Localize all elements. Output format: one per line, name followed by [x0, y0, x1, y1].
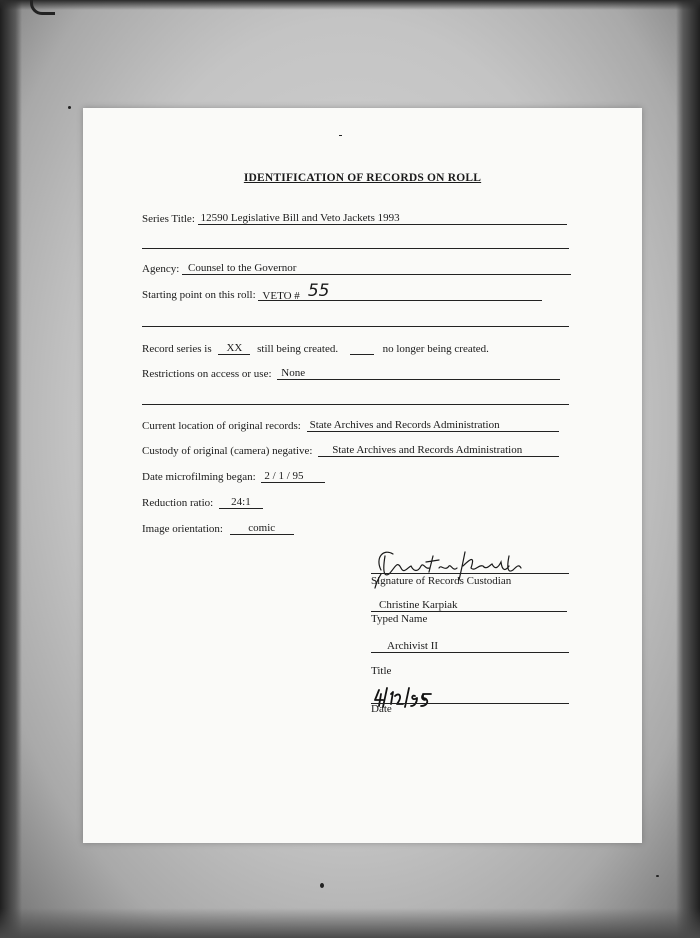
record-series-label: Record series is — [142, 343, 212, 355]
custody-field[interactable]: State Archives and Records Administration — [318, 444, 559, 457]
typed-name-label: Typed Name — [371, 613, 428, 625]
date-line[interactable] — [371, 703, 569, 704]
records-identification-form — [83, 108, 642, 843]
film-edge-bottom — [0, 908, 700, 938]
still-created-text: still being created. — [257, 343, 339, 355]
restrictions-continuation-line — [142, 404, 569, 405]
restrictions-field[interactable]: None — [277, 367, 560, 380]
date-began-field[interactable]: 2 / 1 / 95 — [261, 470, 325, 483]
orientation-field[interactable]: comic — [230, 522, 294, 535]
dust-speck — [656, 875, 659, 877]
starting-point-printed: VETO # — [262, 290, 300, 302]
series-title-row — [142, 212, 567, 226]
current-location-field[interactable]: State Archives and Records Administration — [307, 419, 559, 432]
agency-field[interactable]: Counsel to the Governor — [182, 262, 571, 275]
series-title-continuation-line — [142, 248, 569, 249]
film-corner-mark — [30, 0, 55, 15]
reduction-label: Reduction ratio: — [142, 497, 214, 509]
reduction-row — [142, 496, 263, 510]
signature-line[interactable] — [371, 573, 569, 574]
series-title-label: Series Title: — [142, 213, 195, 225]
film-edge-top — [0, 0, 700, 10]
title-field[interactable]: Archivist II — [371, 640, 569, 653]
form-title: IDENTIFICATION OF RECORDS ON ROLL — [243, 172, 482, 184]
orientation-label: Image orientation: — [142, 523, 223, 535]
starting-point-row — [142, 281, 542, 302]
form-paper — [83, 108, 642, 843]
dust-speck — [339, 135, 342, 136]
no-longer-created-text: no longer being created. — [382, 343, 489, 355]
no-longer-created-checkbox[interactable] — [350, 342, 374, 355]
series-title-field[interactable]: 12590 Legislative Bill and Veto Jackets 1993 — [198, 212, 567, 225]
date-began-row — [142, 470, 325, 484]
custody-label: Custody of original (camera) negative: — [142, 445, 313, 457]
film-edge-right — [676, 0, 700, 938]
record-series-row — [142, 342, 489, 356]
dust-speck — [68, 106, 71, 109]
typed-name-field[interactable]: Christine Karpiak — [371, 599, 567, 612]
title-label: Title — [371, 665, 392, 677]
current-location-label: Current location of original records: — [142, 420, 301, 432]
reduction-field[interactable]: 24:1 — [219, 496, 263, 509]
restrictions-row — [142, 367, 560, 381]
starting-point-field[interactable] — [258, 281, 542, 302]
date-label: Date — [371, 703, 392, 715]
starting-point-label: Starting point on this roll: — [142, 289, 256, 301]
agency-row — [142, 262, 571, 276]
custody-row — [142, 444, 559, 458]
still-created-checkbox[interactable]: XX — [218, 342, 250, 355]
starting-point-handwritten: 55 — [307, 281, 330, 301]
signature-label: Signature of Records Custodian — [371, 575, 512, 587]
orientation-row — [142, 522, 294, 536]
starting-point-continuation-line — [142, 326, 569, 327]
dust-speck — [320, 883, 324, 888]
date-began-label: Date microfilming began: — [142, 471, 256, 483]
film-edge-left — [0, 0, 22, 938]
restrictions-label: Restrictions on access or use: — [142, 368, 272, 380]
agency-label: Agency: — [142, 263, 180, 275]
current-location-row — [142, 419, 559, 433]
